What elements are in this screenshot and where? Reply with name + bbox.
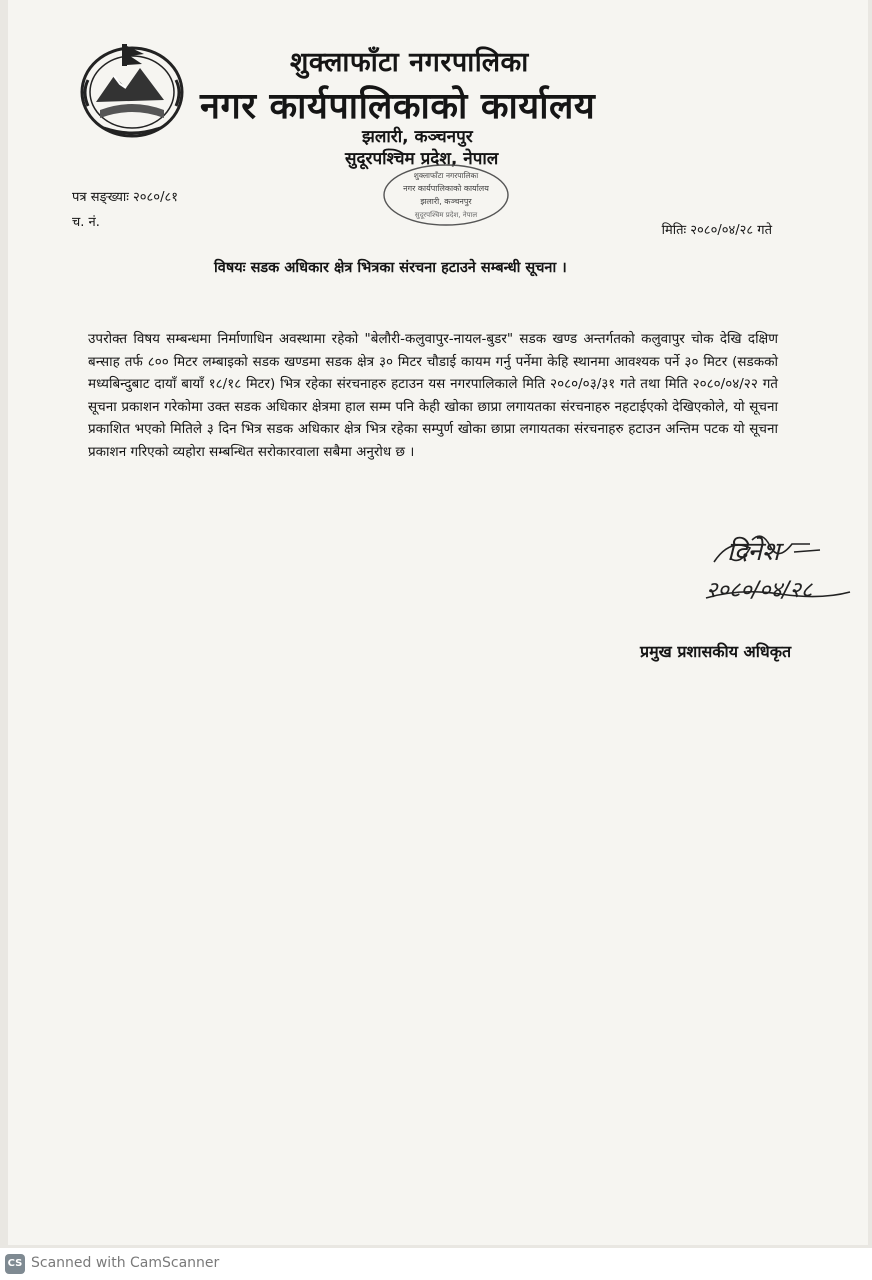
stamp-line-2: नगर कार्यपालिकाको कार्यालय	[403, 184, 489, 193]
office-stamp	[380, 162, 512, 228]
letter-number: पत्र सङ्ख्याः २०८०/८१	[72, 190, 178, 205]
address-line-2: सुदूरपश्चिम प्रदेश, नेपाल	[345, 149, 499, 169]
stamp-line-4: सुदूरपश्चिम प्रदेश, नेपाल	[414, 211, 478, 219]
notice-body: उपरोक्त विषय सम्बन्धमा निर्माणाधिन अवस्थामा रहेको "बेलौरी-कलुवापुर-नायल-बुडर" सडक खण्ड अन्तर्गतको कलुवापुर चोक देखि दक्षिण बन्साह तर्फ ८०० मिटर लम्बाइको सडक खण्डमा सडक क्षेत्र ३० मिटर चौडाई कायम गर्नु पर्नेमा केहि स्थानमा आवश्यक पर्ने ३० मिटर (सडकको मध्यबिन्दुबाट दायाँ बायाँ १८/१८ मिटर) भित्र रहेका संरचनाहरु हटाउन यस नगरपालिकाले मिति २०८०/०३/३१ गते तथा मिति २०८०/०४/२२ गते सूचना प्रकाशन गरेकोमा उक्त सडक अधिकार क्षेत्रमा हाल सम्म पनि केही खोका छाप्रा लगायतका संरचनाहरु नहटाईएको देखिएकोले, यो सूचना प्रकाशित भएको मितिले ३ दिन भित्र सडक अधिकार क्षेत्र भित्र रहेका सम्पुर्ण खोका छाप्रा लगायतका संरचनाहरु हटाउन अन्तिम पटक यो सूचना प्रकाशन गरिएको व्यहोरा सम्बन्धित सरोकारवाला सबैमा अनुरोध छ ।	[88, 331, 778, 460]
subject-line: विषयः सडक अधिकार क्षेत्र भित्रका संरचना हटाउने सम्बन्धी सूचना ।	[214, 260, 567, 276]
camscanner-logo-icon: CS	[5, 1254, 25, 1274]
address-line-1: झलारी, कञ्चनपुर	[362, 127, 473, 147]
signature-date: २०८०/०४/२८	[706, 578, 813, 603]
letter-date: मितिः २०८०/०४/२८ गते	[661, 223, 772, 238]
scanner-watermark-text: Scanned with CamScanner	[31, 1255, 220, 1271]
office-name: नगर कार्यपालिकाको कार्यालय	[200, 86, 596, 127]
signature-text: दिनेश	[727, 537, 780, 567]
stamp-line-3: झलारी, कञ्चनपुर	[420, 197, 472, 206]
stamp-line-1: शुक्लाफाँटा नगरपालिका	[413, 171, 479, 180]
dispatch-number: च. नं.	[72, 215, 100, 230]
org-name: शुक्लाफाँटा नगरपालिका	[290, 47, 529, 78]
nepal-emblem-logo	[74, 40, 190, 140]
scanner-footer	[0, 1248, 872, 1280]
signatory-designation: प्रमुख प्रशासकीय अधिकृत	[640, 642, 792, 661]
